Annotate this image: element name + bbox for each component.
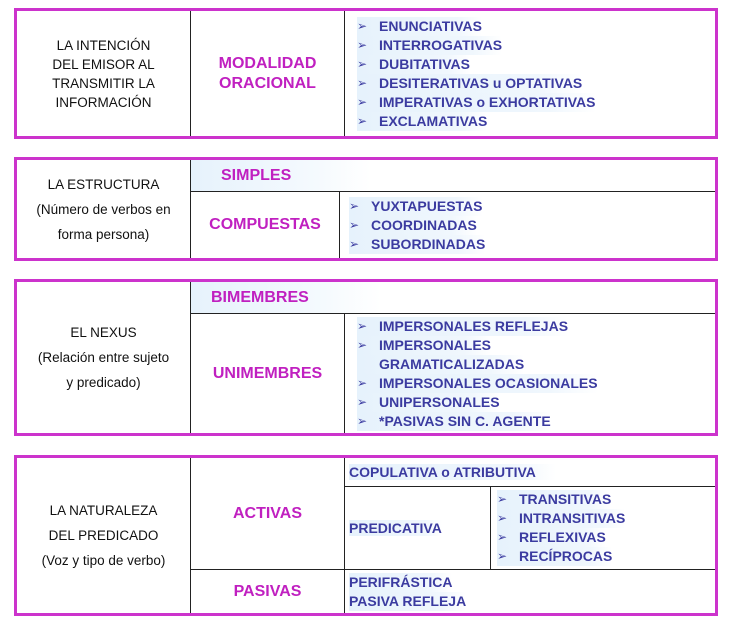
arrow-bullet-icon: ➢: [357, 56, 368, 71]
arrow-bullet-icon: ➢: [357, 337, 368, 352]
arrow-bullet-icon: ➢: [357, 113, 368, 128]
arrow-bullet-icon: ➢: [349, 198, 360, 213]
list-item: ➢ IMPERATIVAS o EXHORTATIVAS: [357, 93, 596, 110]
list-item: ➢ INTRANSITIVAS: [497, 510, 626, 526]
pasivas-list: [349, 570, 709, 613]
list-item: ➢ INTERROGATIVAS: [357, 36, 503, 53]
modalidad-list: [357, 11, 712, 136]
arrow-bullet-icon: ➢: [357, 394, 368, 409]
compuestas-label: COMPUESTAS: [209, 216, 321, 233]
bimembres-label: BIMEMBRES: [191, 282, 381, 313]
arrow-bullet-icon: ➢: [349, 236, 360, 251]
list-item: ➢ COORDINADAS: [349, 216, 477, 233]
arrow-bullet-icon: ➢: [357, 94, 368, 109]
arrow-bullet-icon: ➢: [497, 549, 508, 563]
activas-label: ACTIVAS: [232, 504, 303, 522]
compuestas-list: [349, 192, 709, 258]
list-item: PERIFRÁSTICA: [349, 573, 453, 590]
estructura-label: LA ESTRUCTURA (Número de verbos en forma persona): [36, 176, 171, 242]
list-item: ➢ ENUNCIATIVAS: [357, 17, 482, 34]
predicativa-list: [497, 487, 712, 569]
list-item: ➢ SUBORDINADAS: [349, 235, 486, 252]
list-item: ➢ YUXTAPUESTAS: [349, 197, 483, 214]
table-modalidad: [14, 8, 718, 139]
unimembres-label: UNIMEMBRES: [212, 364, 323, 382]
table-naturaleza: [14, 455, 718, 616]
naturaleza-label: LA NATURALEZA DEL PREDICADO (Voz y tipo de verbo): [41, 503, 166, 568]
arrow-bullet-icon: ➢: [497, 492, 508, 506]
copulativa-label: COPULATIVA o ATRIBUTIVA: [349, 458, 709, 486]
table-estructura: [14, 157, 718, 261]
list-item: ➢ DESITERATIVAS u OPTATIVAS: [357, 74, 583, 91]
list-item: ➢ IMPERSONALES OCASIONALES: [357, 374, 598, 391]
arrow-bullet-icon: ➢: [357, 37, 368, 52]
unimembres-list: [357, 314, 712, 433]
arrow-bullet-icon: ➢: [357, 75, 368, 90]
arrow-bullet-icon: ➢: [357, 318, 368, 333]
list-item: ➢ RECÍPROCAS: [497, 548, 613, 564]
arrow-bullet-icon: ➢: [349, 217, 360, 232]
modalidad-oracional-label: MODALIDAD ORACIONAL: [218, 54, 317, 92]
arrow-bullet-icon: ➢: [497, 530, 508, 544]
list-item: ➢ IMPERSONALES REFLEJAS: [357, 317, 569, 334]
predicativa-label: PREDICATIVA: [349, 520, 442, 536]
pasivas-label: PASIVAS: [233, 582, 302, 600]
nexus-label: EL NEXUS (Relación entre sujeto y predicado): [37, 325, 170, 390]
intention-label: LA INTENCIÓN DEL EMISOR AL TRANSMITIR LA INFORMACIÓN: [52, 37, 155, 110]
arrow-bullet-icon: ➢: [357, 413, 368, 428]
simples-label: SIMPLES: [191, 160, 371, 191]
list-item: ➢ TRANSITIVAS: [497, 491, 612, 507]
list-item: ➢ DUBITATIVAS: [357, 55, 470, 72]
arrow-bullet-icon: ➢: [357, 375, 368, 390]
list-item: ➢ REFLEXIVAS: [497, 529, 606, 545]
list-item: ➢ *PASIVAS SIN C. AGENTE: [357, 412, 551, 429]
list-item: PASIVA REFLEJA: [349, 592, 467, 609]
list-item: GRAMATICALIZADAS: [357, 355, 524, 374]
list-item: ➢ EXCLAMATIVAS: [357, 112, 488, 129]
arrow-bullet-icon: ➢: [357, 18, 368, 33]
list-item: ➢ UNIPERSONALES: [357, 393, 500, 410]
arrow-bullet-icon: ➢: [497, 511, 508, 525]
list-item: ➢ IMPERSONALES: [357, 336, 492, 353]
table-nexus: [14, 279, 718, 436]
